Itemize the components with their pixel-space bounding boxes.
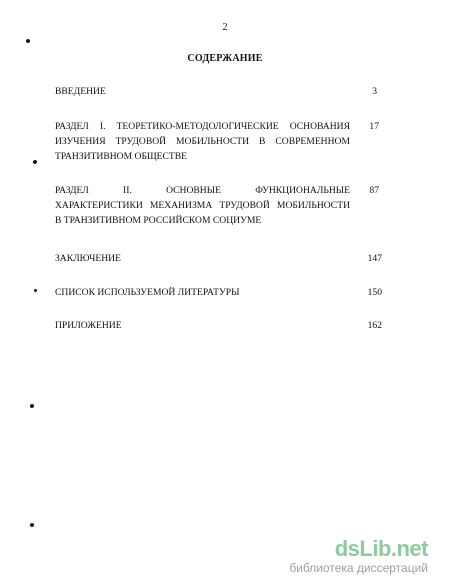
margin-mark xyxy=(25,38,30,43)
toc-page-number: 150 xyxy=(367,287,382,298)
toc-entry-line: В ТРАНЗИТИВНОМ РОССИЙСКОМ СОЦИУМЕ xyxy=(55,215,262,226)
page-number: 2 xyxy=(222,22,228,33)
toc-entry-conclusion xyxy=(55,251,350,266)
toc-entry-introduction xyxy=(55,84,350,99)
margin-mark xyxy=(32,159,37,164)
toc-entry-appendix xyxy=(55,318,350,333)
dslib-logo-subtitle: библиотека диссертаций xyxy=(289,561,428,575)
toc-entry-line: ХАРАКТЕРИСТИКИ МЕХАНИЗМА ТРУДОВОЙ МОБИЛЬНОСТИ xyxy=(55,200,350,211)
toc-entry-section-2 xyxy=(55,183,350,228)
toc-entry-line: ЗАКЛЮЧЕНИЕ xyxy=(55,253,121,264)
toc-entry-line: ТРАНЗИТИВНОМ ОБЩЕСТВЕ xyxy=(55,151,188,162)
toc-entry-line: РАЗДЕЛ I. ТЕОРЕТИКО-МЕТОДОЛОГИЧЕСКИЕ ОСНОВАНИЯ xyxy=(55,121,350,132)
toc-entry-line: ПРИЛОЖЕНИЕ xyxy=(55,320,122,331)
toc-page-number: 162 xyxy=(367,320,382,331)
margin-mark xyxy=(29,522,34,527)
toc-entry-line: ИЗУЧЕНИЯ ТРУДОВОЙ МОБИЛЬНОСТИ В СОВРЕМЕННОМ xyxy=(55,136,350,147)
toc-entry-line: СПИСОК ИСПОЛЬЗУЕМОЙ ЛИТЕРАТУРЫ xyxy=(55,287,240,298)
toc-entry-section-1 xyxy=(55,119,350,164)
toc-page-number: 3 xyxy=(372,86,377,97)
toc-title: СОДЕРЖАНИЕ xyxy=(187,53,263,64)
toc-page-number: 147 xyxy=(367,253,382,264)
toc-entry-bibliography xyxy=(55,285,350,300)
toc-page-number: 17 xyxy=(369,121,379,132)
margin-mark xyxy=(29,403,34,408)
toc-entry-line: РАЗДЕЛ II. ОСНОВНЫЕ ФУНКЦИОНАЛЬНЫЕ xyxy=(55,185,350,196)
dslib-watermark xyxy=(289,538,428,575)
toc-entry-line: ВВЕДЕНИЕ xyxy=(55,86,106,97)
margin-mark xyxy=(34,289,38,293)
toc-page-number: 87 xyxy=(369,185,379,196)
dslib-logo-text: dsLib.net xyxy=(334,536,428,561)
